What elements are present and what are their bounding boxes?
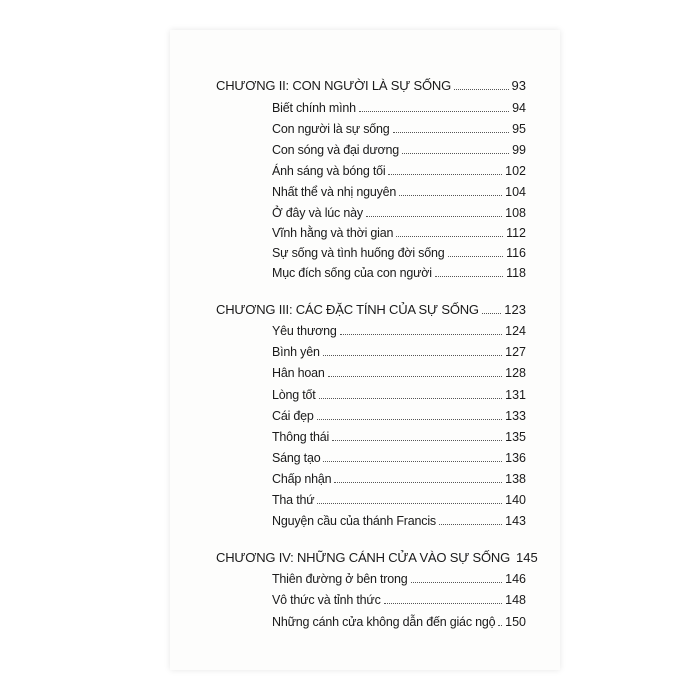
toc-entry — [272, 179, 526, 199]
toc-label: Bình yên — [272, 345, 320, 359]
dot-leader — [411, 582, 503, 583]
dot-leader — [396, 236, 503, 237]
toc-label: Con người là sự sống — [272, 122, 390, 136]
toc-label: Vô thức và tỉnh thức — [272, 593, 381, 607]
toc-label: Nguyện cầu của thánh Francis — [272, 514, 436, 528]
dot-leader — [448, 256, 504, 257]
dot-leader — [319, 398, 503, 399]
toc-entry — [272, 466, 526, 486]
dot-leader — [317, 503, 502, 504]
toc-page-number: 102 — [505, 164, 526, 178]
toc-entry — [272, 360, 526, 380]
toc-label: Lòng tốt — [272, 388, 316, 402]
dot-leader — [435, 276, 503, 277]
toc-label: Mục đích sống của con người — [272, 266, 432, 280]
toc-page-number: 128 — [505, 366, 526, 380]
dot-leader — [482, 313, 501, 314]
toc-entry — [272, 609, 526, 629]
toc-label: Ánh sáng và bóng tối — [272, 164, 386, 178]
toc-entry — [272, 220, 526, 240]
dot-leader — [317, 419, 502, 420]
toc-entry — [272, 508, 526, 528]
toc-page-number: 136 — [505, 451, 526, 465]
dot-leader — [332, 440, 502, 441]
toc-page-number: 143 — [505, 514, 526, 528]
toc-page-number: 145 — [516, 550, 538, 565]
toc-label: Cái đẹp — [272, 409, 314, 423]
dot-leader — [393, 132, 510, 133]
toc-page-number: 138 — [505, 472, 526, 486]
toc-label: Yêu thương — [272, 324, 337, 338]
toc-entry — [272, 445, 526, 465]
dot-leader — [402, 153, 509, 154]
toc-page-number: 112 — [506, 226, 526, 240]
dot-leader — [340, 334, 503, 335]
toc-label: Tha thứ — [272, 493, 315, 507]
toc-entry — [272, 566, 526, 586]
toc-label: Sự sống và tình huống đời sống — [272, 246, 445, 260]
dot-leader — [323, 461, 502, 462]
toc-label: Thiên đường ở bên trong — [272, 572, 408, 586]
toc-entry — [272, 487, 526, 507]
dot-leader — [323, 355, 502, 356]
toc-entry — [272, 403, 526, 423]
toc-entry — [272, 158, 526, 178]
toc-entry — [272, 339, 526, 359]
dot-leader — [384, 603, 503, 604]
toc-entry — [272, 318, 526, 338]
toc-page-number: 123 — [504, 302, 526, 317]
toc-label: Thông thái — [272, 430, 330, 444]
dot-leader — [359, 111, 509, 112]
toc-page-number: 133 — [505, 409, 526, 423]
toc-label: Những cánh cửa không dẫn đến giác ngộ — [272, 615, 496, 629]
toc-page-number: 131 — [505, 388, 526, 402]
toc-page-number: 127 — [505, 345, 526, 359]
toc-page-number: 116 — [506, 246, 526, 260]
toc-label: Hân hoan — [272, 366, 325, 380]
toc-chapter-4 — [216, 545, 538, 565]
toc-page-number: 99 — [512, 143, 526, 157]
toc-label: CHƯƠNG III: CÁC ĐẶC TÍNH CỦA SỰ SỐNG — [216, 302, 479, 317]
toc-entry — [272, 382, 526, 402]
toc-label: CHƯƠNG IV: NHỮNG CÁNH CỬA VÀO SỰ SỐNG — [216, 550, 510, 565]
toc-entry — [272, 137, 526, 157]
toc-page-number: 94 — [512, 101, 526, 115]
toc-label: Chấp nhận — [272, 472, 332, 486]
dot-leader — [498, 625, 502, 626]
toc-page-number: 150 — [505, 615, 526, 629]
toc-label: Con sóng và đại dương — [272, 143, 400, 157]
dot-leader — [388, 174, 502, 175]
toc-entry — [272, 95, 526, 115]
toc-page-number: 108 — [505, 206, 526, 220]
toc-label: Vĩnh hằng và thời gian — [272, 226, 394, 240]
toc-chapter-3 — [216, 297, 526, 317]
dot-leader — [399, 195, 502, 196]
toc-page-number: 140 — [505, 493, 526, 507]
toc-entry — [272, 200, 526, 220]
toc-label: Biết chính mình — [272, 101, 356, 115]
toc-label: Nhất thể và nhị nguyên — [272, 185, 397, 199]
toc-page-number: 146 — [505, 572, 526, 586]
toc-entry — [272, 240, 526, 260]
toc-page-number: 118 — [506, 266, 526, 280]
toc-page-number: 104 — [505, 185, 526, 199]
dot-leader — [366, 216, 502, 217]
toc-page-number: 148 — [505, 593, 526, 607]
toc-entry — [272, 260, 526, 280]
toc-page-number: 95 — [512, 122, 526, 136]
toc-entry — [272, 587, 526, 607]
dot-leader — [328, 376, 503, 377]
toc-label: Ở đây và lúc này — [272, 206, 363, 220]
dot-leader — [454, 89, 508, 90]
dot-leader — [334, 482, 502, 483]
toc-entry — [272, 424, 526, 444]
toc-label: CHƯƠNG II: CON NGƯỜI LÀ SỰ SỐNG — [216, 78, 452, 93]
toc-entry — [272, 116, 526, 136]
dot-leader — [439, 524, 502, 525]
toc-chapter-2 — [216, 73, 526, 93]
toc-page-number: 124 — [505, 324, 526, 338]
toc-page-number: 93 — [511, 78, 526, 93]
toc-page-number: 135 — [505, 430, 526, 444]
toc-label: Sáng tạo — [272, 451, 321, 465]
